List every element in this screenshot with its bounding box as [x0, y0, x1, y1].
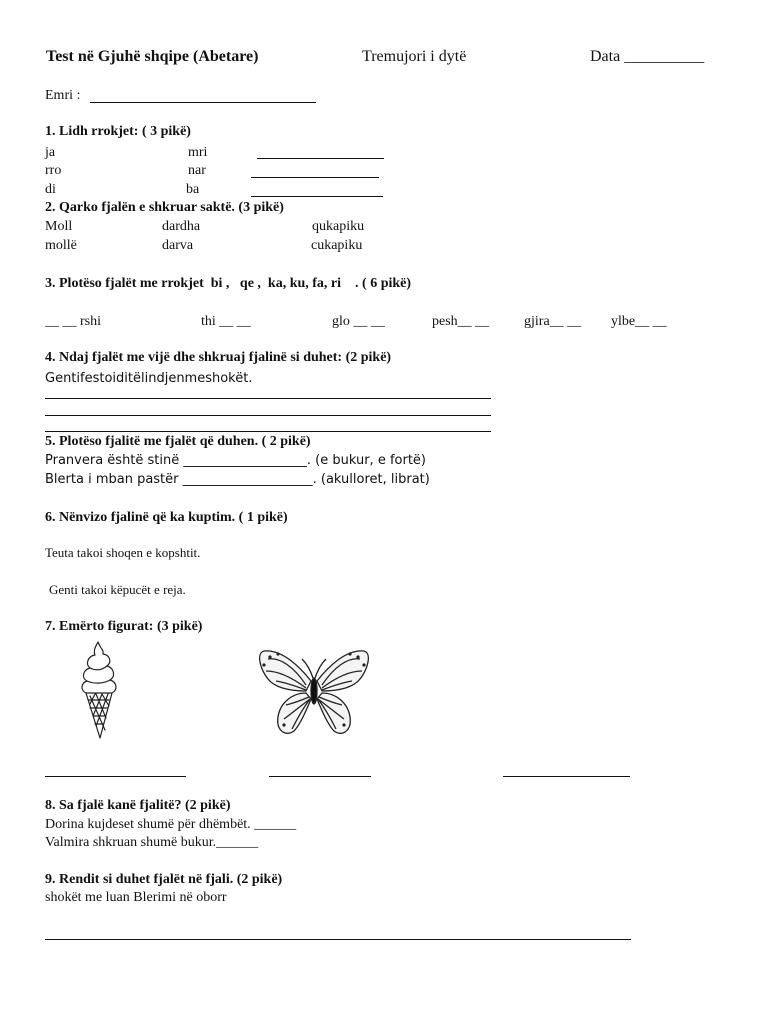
q1-answer-line-1[interactable] [257, 158, 384, 159]
butterfly-icon [256, 645, 372, 741]
q3-item[interactable]: thi __ __ [201, 314, 251, 329]
q4-answer-line-2[interactable] [45, 415, 491, 416]
q5-line-2[interactable]: Blerta i mban pastër ____________________. (akulloret, librat) [45, 472, 430, 487]
q4-title: 4. Ndaj fjalët me vijë dhe shkruaj fjalinë si duhet: (2 pikë) [45, 350, 392, 365]
q3-item[interactable]: ylbe__ __ [611, 314, 667, 329]
q1-right-1: mri [188, 145, 208, 160]
q7-answer-line-3[interactable] [503, 776, 630, 777]
q1-right-2: nar [188, 163, 206, 178]
q3-item[interactable]: pesh__ __ [432, 314, 490, 329]
q6-sentence-2[interactable]: Genti takoi këpucët e reja. [49, 582, 186, 597]
q9-title: 9. Rendit si duhet fjalët në fjali. (2 pikë) [45, 872, 283, 887]
q3-item[interactable]: glo __ __ [332, 314, 385, 329]
q1-left-2: rro [45, 163, 62, 178]
q3-item[interactable]: gjira__ __ [524, 314, 582, 329]
q2-word[interactable]: mollë [45, 238, 77, 253]
q2-title: 2. Qarko fjalën e shkruar saktë. (3 pikë) [45, 200, 284, 215]
q6-sentence-1[interactable]: Teuta takoi shoqen e kopshtit. [45, 545, 201, 560]
page-title: Test në Gjuhë shqipe (Abetare) [46, 48, 259, 65]
q9-words: shokët me luan Blerimi në oborr [45, 890, 227, 905]
q4-sentence: Gentifestoiditëlindjenmeshokët. [45, 371, 253, 386]
q1-right-3: ba [186, 182, 200, 197]
q3-title: 3. Plotëso fjalët me rrokjet bi , qe , ka, ku, fa, ri . ( 6 pikë) [45, 276, 412, 291]
q2-word[interactable]: Moll [45, 219, 73, 234]
q1-answer-line-3[interactable] [251, 196, 383, 197]
q5-title: 5. Plotëso fjalitë me fjalët që duhen. ( 2 pikë) [45, 434, 311, 449]
q3-item[interactable]: __ __ rshi [45, 314, 101, 329]
term-label: Tremujori i dytë [362, 48, 467, 65]
q9-answer-line[interactable] [45, 939, 631, 940]
ice-cream-icon [72, 638, 128, 742]
q5-line-1[interactable]: Pranvera është stinë ___________________. (e bukur, e fortë) [45, 453, 426, 468]
q7-answer-line-2[interactable] [269, 776, 371, 777]
q8-line-2[interactable]: Valmira shkruan shumë bukur.______ [45, 835, 259, 850]
q1-title: 1. Lidh rrokjet: ( 3 pikë) [45, 124, 191, 139]
q2-word[interactable]: darva [162, 238, 194, 253]
q2-word[interactable]: dardha [162, 219, 201, 234]
name-label: Emri : [45, 88, 81, 103]
q6-title: 6. Nënvizo fjalinë që ka kuptim. ( 1 pikë) [45, 510, 288, 525]
q1-left-1: ja [45, 145, 56, 160]
q4-answer-line-1[interactable] [45, 398, 491, 399]
q2-word[interactable]: qukapiku [312, 219, 365, 234]
q8-line-1[interactable]: Dorina kujdeset shumë për dhëmbët. ______ [45, 817, 297, 832]
q4-answer-line-3[interactable] [45, 431, 491, 432]
q7-answer-line-1[interactable] [45, 776, 186, 777]
q7-title: 7. Emërto figurat: (3 pikë) [45, 619, 203, 634]
q1-answer-line-2[interactable] [251, 177, 379, 178]
date-label: Data __________ [590, 48, 705, 65]
q8-title: 8. Sa fjalë kanë fjalitë? (2 pikë) [45, 798, 231, 813]
name-answer-line[interactable] [90, 102, 316, 103]
q2-word[interactable]: cukapiku [311, 238, 363, 253]
q1-left-3: di [45, 182, 56, 197]
